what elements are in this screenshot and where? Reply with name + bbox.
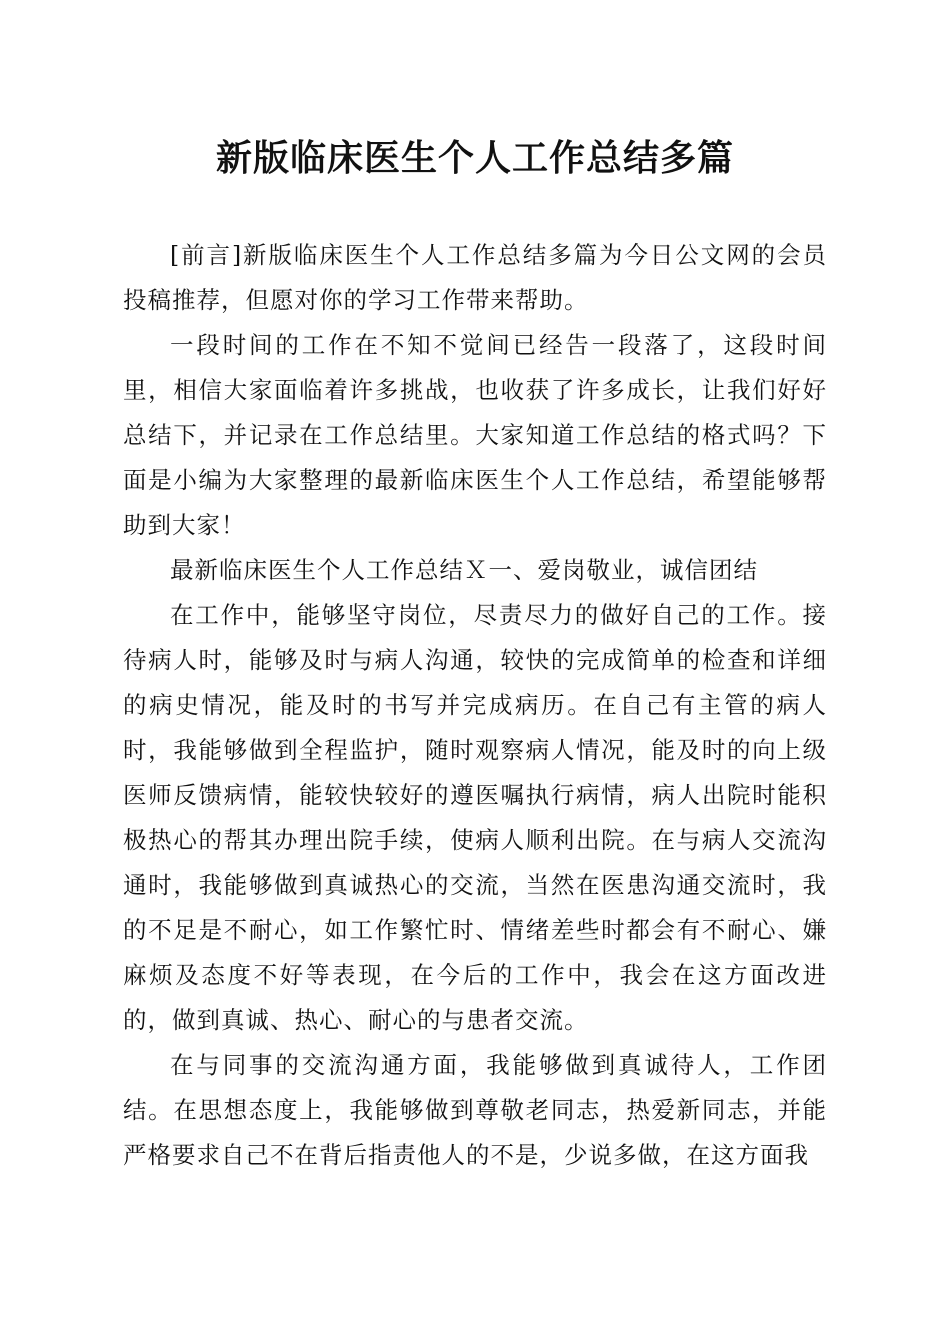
paragraph-colleagues: 在与同事的交流沟通方面，我能够做到真诚待人，工作团结。在思想态度上，我能够做到尊敬老同志，热爱新同志，并能严格要求自己不在背后指责他人的不是，少说多做，在这方面我 xyxy=(123,1051,827,1169)
paragraph-intro: 一段时间的工作在不知不觉间已经告一段落了，这段时间里，相信大家面临着许多挑战，也收获了许多成长，让我们好好总结下，并记录在工作总结里。大家知道工作总结的格式吗？下面是小编为大家整理的最新临床医生个人工作总结，希望能够帮助到大家！ xyxy=(123,331,827,539)
section-heading: 最新临床医生个人工作总结Ｘ一、爱岗敬业，诚信团结 xyxy=(170,556,758,584)
paragraph-work: 在工作中，能够坚守岗位，尽责尽力的做好自己的工作。接待病人时，能够及时与病人沟通，较快的完成简单的检查和详细的病史情况，能及时的书写并完成病历。在自己有主管的病人时，我能够做到全程监护，随时观察病人情况，能及时的向上级医师反馈病情，能较快较好的遵医嘱执行病情，病人出院时能积极热心的帮其办理出院手续，使病人顺利出院。在与病人交流沟通时，我能够做到真诚热心的交流，当然在医患沟通交流时，我的不足是不耐心，如工作繁忙时、情绪差些时都会有不耐心、嫌麻烦及态度不好等表现，在今后的工作中，我会在这方面改进的，做到真诚、热心、耐心的与患者交流。 xyxy=(123,601,827,1034)
paragraph-preface: [前言]新版临床医生个人工作总结多篇为今日公文网的会员投稿推荐，但愿对你的学习工作带来帮助。 xyxy=(123,241,827,314)
document-body xyxy=(123,233,827,1178)
document-title: 新版临床医生个人工作总结多篇 xyxy=(215,137,734,179)
